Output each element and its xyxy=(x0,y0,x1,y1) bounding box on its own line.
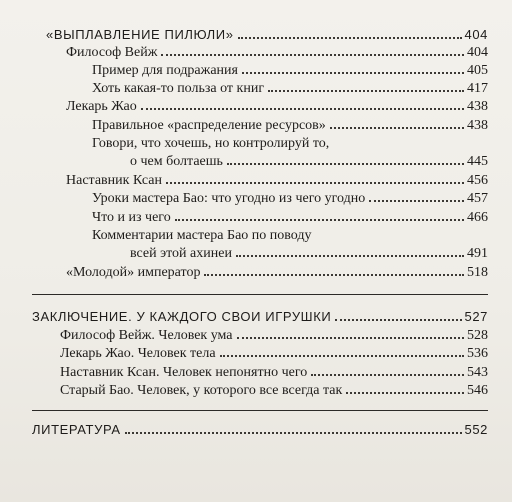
toc-entry xyxy=(92,62,488,79)
toc-entry-title: Философ Вейж xyxy=(66,45,158,60)
toc-page-number: 445 xyxy=(467,154,488,169)
toc-entry-title: Пример для подражания xyxy=(92,63,238,78)
section-divider xyxy=(32,294,488,295)
toc-page-number: 405 xyxy=(467,63,488,78)
toc-entry-title: Старый Бао. Человек, у которого все всегда так xyxy=(60,383,343,398)
toc-page-number: 417 xyxy=(467,81,488,96)
toc-entry xyxy=(130,245,488,262)
toc-entry xyxy=(66,44,488,61)
toc-page-number: 543 xyxy=(467,365,488,380)
toc-entry-title: Хоть какая-то польза от книг xyxy=(92,81,265,96)
toc-heading-pill-smelting xyxy=(46,26,488,43)
toc-entry xyxy=(60,327,488,344)
dot-leader xyxy=(330,127,464,129)
toc-page-number: 528 xyxy=(467,328,488,343)
toc-page-number: 466 xyxy=(467,210,488,225)
dot-leader xyxy=(125,432,462,434)
toc-entry-title: о чем болтаешь xyxy=(130,154,223,169)
toc-heading-title: «ВЫПЛАВЛЕНИЕ ПИЛЮЛИ» xyxy=(46,27,234,42)
dot-leader xyxy=(227,163,464,165)
dot-leader xyxy=(242,72,464,74)
toc-page-number: 404 xyxy=(467,45,488,60)
toc-entry-title-line1: Говори, что хочешь, но контролируй то, xyxy=(92,136,330,151)
dot-leader xyxy=(335,319,461,321)
toc-entry-title: Наставник Ксан. Человек непонятно чего xyxy=(60,365,308,380)
toc-heading-conclusion xyxy=(32,308,488,325)
toc-page-number: 536 xyxy=(467,346,488,361)
toc-entry-title: Лекарь Жао xyxy=(66,99,137,114)
dot-leader xyxy=(141,108,464,110)
toc-entry xyxy=(92,190,488,207)
toc-heading-title: ЗАКЛЮЧЕНИЕ. У КАЖДОГО СВОИ ИГРУШКИ xyxy=(32,309,332,324)
toc-page-number: 527 xyxy=(464,309,488,324)
dot-leader xyxy=(204,274,464,276)
toc-page-number: 546 xyxy=(467,383,488,398)
toc-entry xyxy=(60,364,488,381)
toc-entry-title: Что и из чего xyxy=(92,210,171,225)
dot-leader xyxy=(161,54,464,56)
dot-leader xyxy=(236,255,464,257)
toc-page-number: 491 xyxy=(467,246,488,261)
toc-entry xyxy=(66,172,488,189)
toc-page-number: 438 xyxy=(467,99,488,114)
toc-entry-title: Правильное «распределение ресурсов» xyxy=(92,118,326,133)
toc-entry xyxy=(60,345,488,362)
toc-entry-title: Философ Вейж. Человек ума xyxy=(60,328,233,343)
toc-entry xyxy=(60,382,488,399)
toc-entry-title: Уроки мастера Бао: что угодно из чего угодно xyxy=(92,191,366,206)
toc-entry xyxy=(92,80,488,97)
dot-leader xyxy=(238,37,462,39)
dot-leader xyxy=(369,200,464,202)
toc-entry-title-line1: Комментарии мастера Бао по поводу xyxy=(92,228,312,243)
toc-entry xyxy=(92,117,488,134)
dot-leader xyxy=(346,392,464,394)
toc-heading-literature xyxy=(32,421,488,438)
toc-entry xyxy=(66,264,488,281)
dot-leader xyxy=(220,355,464,357)
dot-leader xyxy=(237,337,464,339)
toc-page-number: 552 xyxy=(464,422,488,437)
toc-entry-title: всей этой ахинеи xyxy=(130,246,232,261)
dot-leader xyxy=(311,374,464,376)
toc-entry-title: «Молодой» император xyxy=(66,265,201,280)
toc-page-number: 438 xyxy=(467,118,488,133)
toc-heading-title: ЛИТЕРАТУРА xyxy=(32,422,121,437)
toc-page-number: 518 xyxy=(467,265,488,280)
toc-entry xyxy=(66,98,488,115)
dot-leader xyxy=(175,219,464,221)
toc-page-number: 457 xyxy=(467,191,488,206)
toc-page-number: 456 xyxy=(467,173,488,188)
section-divider xyxy=(32,410,488,411)
dot-leader xyxy=(166,182,464,184)
dot-leader xyxy=(268,90,464,92)
toc-entry xyxy=(92,209,488,226)
toc-entry-title: Наставник Ксан xyxy=(66,173,163,188)
toc-entry xyxy=(130,153,488,170)
toc-page-number: 404 xyxy=(464,27,488,42)
toc-entry-title: Лекарь Жао. Человек тела xyxy=(60,346,216,361)
